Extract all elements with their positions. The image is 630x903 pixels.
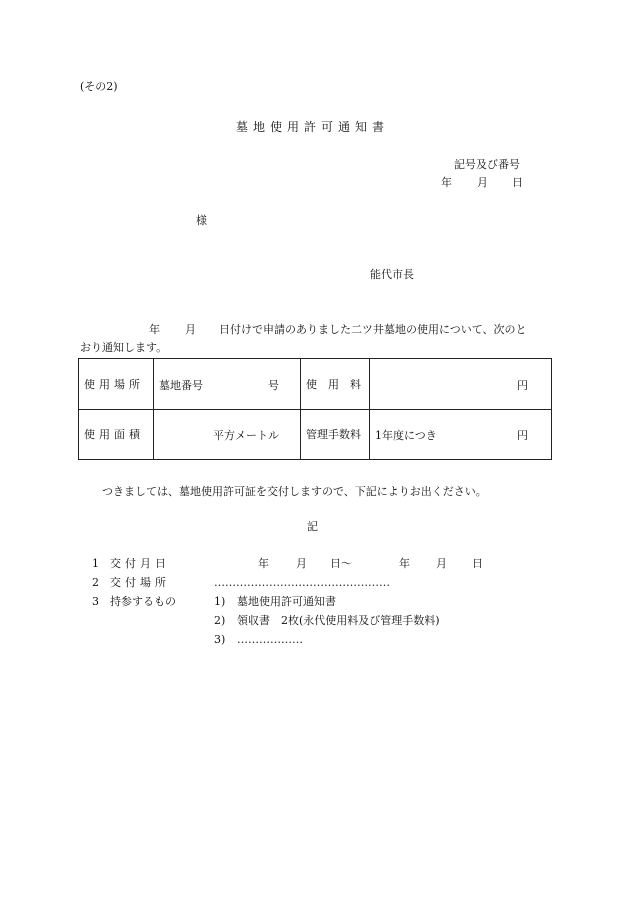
delivery-start-year: 年 — [258, 557, 269, 570]
delivery-end-year: 年 — [399, 557, 410, 570]
management-fee-unit: 円 — [517, 429, 528, 443]
reference-number-label: 記号及び番号 — [454, 158, 520, 171]
issue-date-year: 年 — [441, 176, 452, 189]
cell-usage-area-value — [154, 409, 301, 460]
body-date-year: 年 — [149, 323, 160, 336]
delivery-start-day: 日〜 — [330, 557, 352, 570]
area-unit: 平方メートル — [213, 429, 279, 443]
cell-usage-area-label: 使用面積 — [79, 409, 154, 460]
body-text-line2: おり通知します。 — [80, 341, 168, 354]
item-label-delivery-place: 交付場所 — [110, 576, 170, 589]
grave-number-prefix: 墓地番号 — [159, 378, 203, 392]
table-row — [79, 359, 552, 410]
grave-number-suffix: 号 — [268, 378, 279, 392]
cell-management-fee-value — [370, 409, 552, 460]
body-date-month: 月 — [185, 323, 196, 336]
usage-fee-unit: 円 — [517, 378, 528, 392]
item-number: 2 — [92, 576, 99, 589]
issuer-name: 能代市長 — [370, 268, 414, 281]
bring-list-item: 領収書 2枚(永代使用料及び管理手数料) — [237, 614, 440, 627]
cell-management-fee-label: 管理手数料 — [301, 409, 370, 460]
item-number: 1 — [92, 557, 99, 570]
delivery-start-month: 月 — [296, 557, 307, 570]
item-label-delivery-date: 交付月日 — [110, 557, 170, 570]
bring-list-number: 3) — [214, 633, 226, 646]
item-number: 3 — [92, 595, 99, 608]
management-fee-prefix: 1年度につき — [375, 429, 437, 443]
cell-usage-location-label: 使用場所 — [79, 359, 154, 410]
bring-list-item: ……………… — [237, 633, 303, 646]
ki-heading: 記 — [307, 520, 318, 533]
document-title: 墓地使用許可通知書 — [236, 120, 390, 134]
bring-list-item: 墓地使用許可通知書 — [237, 595, 336, 608]
cell-grave-number — [154, 359, 301, 410]
notice-text: つきましては、墓地使用許可証を交付しますので、下記によりお出ください。 — [102, 485, 487, 498]
grave-info-table — [78, 358, 552, 460]
addressee-honorific: 様 — [196, 214, 207, 227]
cell-usage-fee-value — [370, 359, 552, 410]
table-row — [79, 409, 552, 460]
item-label-items-to-bring: 持参するもの — [110, 595, 176, 608]
bring-list-number: 2) — [214, 614, 226, 627]
delivery-end-month: 月 — [436, 557, 447, 570]
delivery-place-blank: ………………………………………… — [214, 576, 390, 589]
bring-list-number: 1) — [214, 595, 226, 608]
issue-date-month: 月 — [477, 176, 488, 189]
issue-date-day: 日 — [512, 176, 523, 189]
form-number-label: (その2) — [80, 80, 118, 93]
body-text-line1: 日付けで申請のありました二ツ井墓地の使用について、次のと — [219, 323, 527, 336]
cell-usage-fee-label: 使 用 料 — [301, 359, 370, 410]
delivery-end-day: 日 — [472, 557, 483, 570]
